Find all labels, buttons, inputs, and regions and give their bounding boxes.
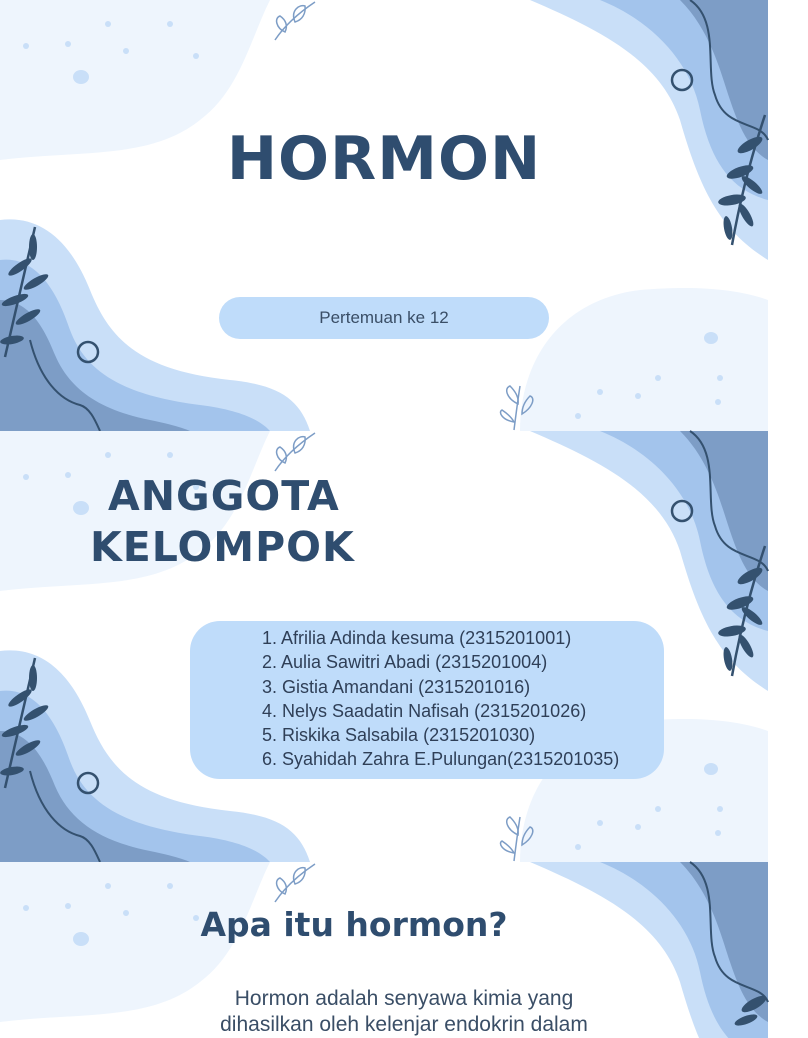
members-title xyxy=(90,471,390,573)
ring-icon xyxy=(668,497,696,525)
leaf-branch-icon xyxy=(710,541,768,681)
ring-icon xyxy=(74,769,102,797)
members-title-line2: KELOMPOK xyxy=(90,523,355,571)
leaf-outline-icon xyxy=(494,384,540,432)
ring-icon xyxy=(668,66,696,94)
member-item: 5. Riskika Salsabila (2315201030) xyxy=(262,725,536,746)
slide-title: HORMON xyxy=(226,124,542,194)
leaf-branch-icon xyxy=(0,222,50,362)
definition-title: Apa itu hormon? xyxy=(200,905,508,944)
member-item: 2. Aulia Sawitri Abadi (2315201004) xyxy=(262,652,548,673)
leaf-outline-icon xyxy=(494,815,540,863)
members-title-line1: ANGGOTA xyxy=(108,472,340,520)
definition-line1: Hormon adalah senyawa kimia yang xyxy=(234,987,574,1010)
leaf-outline-icon xyxy=(270,862,320,906)
slide-members xyxy=(0,431,768,862)
slide-definition xyxy=(0,862,768,1036)
leaf-outline-icon xyxy=(270,431,320,475)
member-item: 6. Syahidah Zahra E.Pulungan(2315201035) xyxy=(262,749,620,770)
member-item: 1. Afrilia Adinda kesuma (2315201001) xyxy=(262,628,572,648)
leaf-outline-icon xyxy=(270,0,320,44)
ring-icon xyxy=(74,338,102,366)
members-panel xyxy=(190,621,664,779)
subtitle-text: Pertemuan ke 12 xyxy=(319,308,449,327)
members-list xyxy=(262,626,619,772)
slide-background-decor xyxy=(0,0,768,431)
definition-body xyxy=(0,986,808,1038)
member-item: 3. Gistia Amandani (2315201016) xyxy=(262,676,531,697)
leaf-branch-icon xyxy=(0,653,50,793)
member-item: 4. Nelys Saadatin Nafisah (2315201026) xyxy=(262,700,587,721)
slide-title xyxy=(0,0,768,431)
subtitle-pill xyxy=(219,297,549,339)
definition-line2: dihasilkan oleh kelenjar endokrin dalam xyxy=(220,1013,588,1036)
